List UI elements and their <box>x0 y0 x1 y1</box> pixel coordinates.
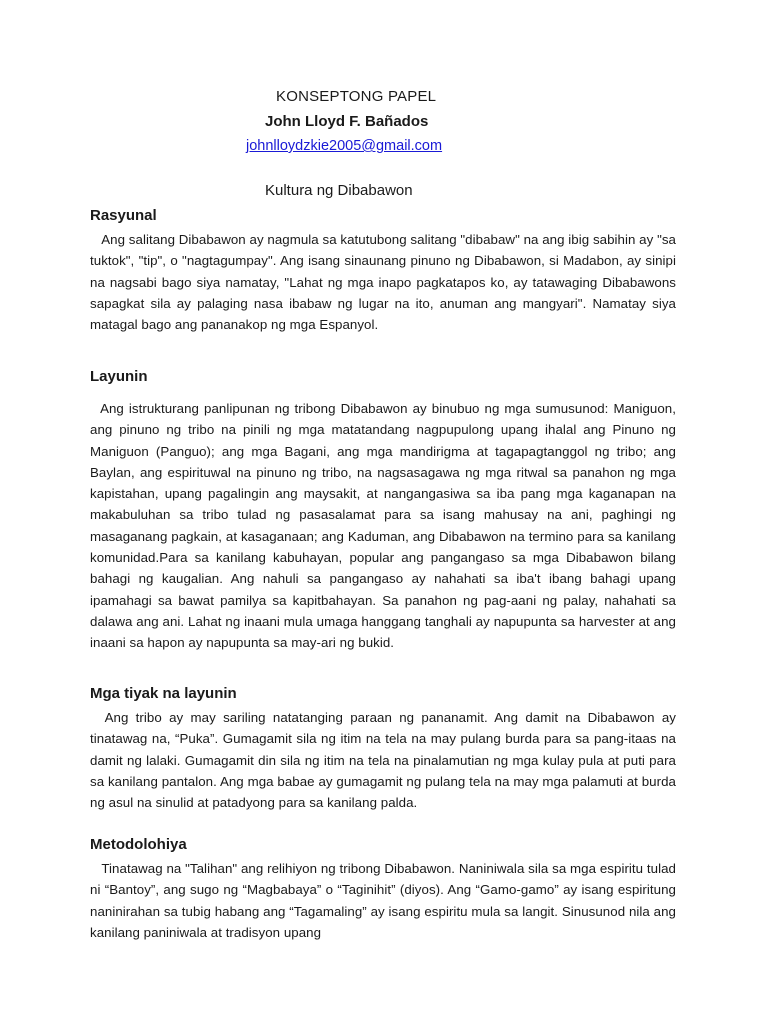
author-email-link[interactable]: johnlloydzkie2005@gmail.com <box>246 138 443 154</box>
paper-type-title: KONSEPTONG PAPEL <box>276 88 437 105</box>
section-body-layunin: Ang istrukturang panlipunan ng tribong Dibabawon ay binubuo ng mga sumusunod: Maniguon, ang pinuno ng tribo na pinili ng mga matatandang nagpupulong upang ihalal ang Pinuno ng Maniguon (Panguo); ang mga Bagani, ang mga mandirigma at tagapagtanggol ng tribo; ang Baylan, ang espirituwal na pinuno ng tribo, na nagsasagawa ng mga ritwal sa panahon ng mga kapistahan, upang pagalingin ang maysakit, at nangangasiwa sa iba pang mga kaganapan na makabuluhan sa tribo tulad ng pasasalamat para sa isang mahusay na ani, paghingi ng masaganang pagkain, at kasaganaan; ang Kaduman, ang Dibabawon na termino para sa kanilang komunidad.Para sa kanilang kabuhayan, popular ang pangangaso sa mga Dibabawon bilang bahagi ng kaugalian. Ang nahuli sa pangangaso ay nahahati sa iba't ibang bahagi upang ipamahagi sa bawat pamilya sa kapitbahayan. Sa panahon ng pag-aani ng palay, nahahati sa dalawa ang ani. Lahat ng inaani mula umaga hanggang tanghali ay napupunta sa harvester at ang inaani sa hapon ay napupunta sa may-ari ng bukid. <box>90 401 676 651</box>
section-body-rasyunal: Ang salitang Dibabawon ay nagmula sa katutubong salitang "dibabaw" na ang ibig sabihin ay "sa tuktok", "tip", o "nagtagumpay". Ang isang sinaunang pinuno ng Dibabawon, si Madabon, ay sinipi na nagsabi bago siya namatay, "Lahat ng mga inapo pagkatapos ko, ay tatawaging Dibabawons sapagkat sila ay palaging nasa ibabaw ng lugar na ito, anuman ang mangyari". Namatay siya matagal bago ang pananakop ng mga Espanyol. <box>90 232 676 333</box>
section-heading-layunin: Layunin <box>90 368 148 385</box>
section-heading-mga-tiyak-na-layunin: Mga tiyak na layunin <box>90 685 237 702</box>
section-body-mga-tiyak-na-layunin: Ang tribo ay may sariling natatanging paraan ng pananamit. Ang damit na Dibabawon ay tinatawag na, “Puka”. Gumagamit sila ng itim na tela na may pulang burda para sa pang-itaas na damit ng lalaki. Gumagamit din sila ng itim na tela na pinalamutian ng mga kulay pula at puti para sa kanilang pantalon. Ang mga babae ay gumagamit ng pulang tela na may mga palamuti at burda ng asul na sinulid at patadyong para sa kanilang palda. <box>90 710 676 811</box>
section-body-metodolohiya: Tinatawag na "Talihan" ang relihiyon ng tribong Dibabawon. Naniniwala sila sa mga espiritu tulad ni “Bantoy”, ang sugo ng “Magbabaya” o “Taginihit” (diyos). Ang “Gamo-gamo” ay isang espiritung naninirahan sa tubig habang ang “Tagamaling” ay isang espiritu mula sa langit. Sinusunod nila ang kanilang paniniwala at tradisyon upang <box>90 861 676 940</box>
section-heading-metodolohiya: Metodolohiya <box>90 836 187 853</box>
document-title: Kultura ng Dibabawon <box>265 182 413 199</box>
author-name: John Lloyd F. Bañados <box>265 113 429 130</box>
section-heading-rasyunal: Rasyunal <box>90 207 157 224</box>
